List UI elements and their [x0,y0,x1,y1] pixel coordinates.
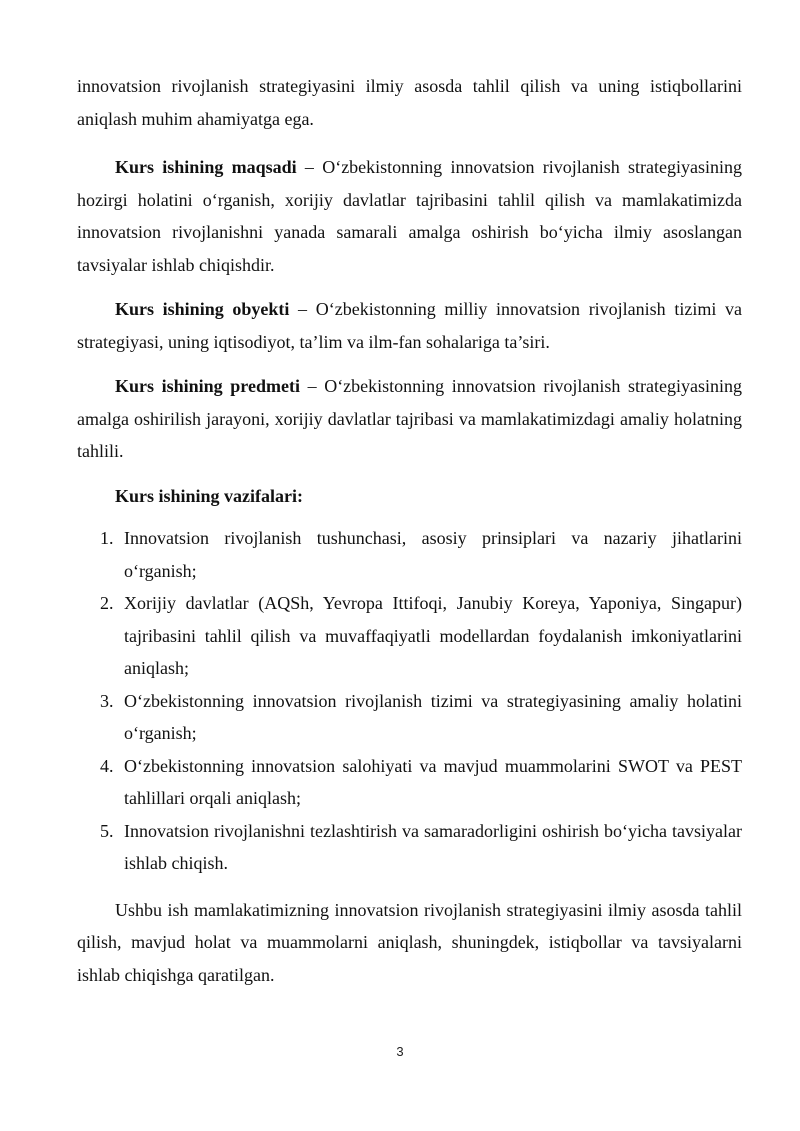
list-item-text: Xorijiy davlatlar (AQSh, Yevropa Ittifoqi, Janubiy Koreya, Yaponiya, Singapur) tajribasini tahlil qilish va muvaffaqiyatli modellardan foydalanish imkoniyatlarini aniqlash; [124,593,742,678]
page-number: 3 [396,1044,404,1059]
subject-text: – O‘zbekistonning innovatsion rivojlanish strategiyasining amalga oshirilish jarayoni, xorijiy davlatlar tajribasi va mamlakatimizdagi amaliy holatning tahlili. [77,376,743,461]
goal-text: – O‘zbekistonning innovatsion rivojlanish strategiyasining hozirgi holatini o‘rganish, xorijiy davlatlar tajribasini tahlil qilish va mamlakatimizda innovatsion rivojlanishni yanada samarali amalga oshirish bo‘yicha ilmiy asoslangan tavsiyalar ishlab chiqishdir. [77,157,742,275]
list-item-text: O‘zbekistonning innovatsion rivojlanish tizimi va strategiyasining amaliy holatini o‘rganish; [124,690,742,743]
page-content [77,70,742,1003]
list-item [77,587,742,685]
object-text: – O‘zbekistonning milliy innovatsion rivojlanish tizimi va strategiyasi, uning iqtisodiyot, ta’lim va ilm-fan sohalariga ta’siri. [77,299,742,352]
subject-paragraph [77,370,742,468]
list-item [77,750,742,815]
list-item-number: 1. [100,528,114,548]
intro-paragraph: innovatsion rivojlanish strategiyasini ilmiy asosda tahlil qilish va uning istiqbollarini aniqlash muhim ahamiyatga ega. [77,76,742,129]
list-item-text: Innovatsion rivojlanish tushunchasi, asosiy prinsiplari va nazariy jihatlarini o‘rganish; [124,528,742,581]
list-item [77,815,742,880]
list-item [77,685,742,750]
object-paragraph [77,293,742,358]
tasks-list [77,522,742,880]
subject-label: Kurs ishining predmeti [115,376,300,396]
list-item-number: 4. [100,755,114,776]
tasks-heading-label: Kurs ishining vazifalari: [115,485,304,506]
conclusion-paragraph: Ushbu ish mamlakatimizning innovatsion rivojlanish strategiyasini ilmiy asosda tahlil qilish, mavjud holat va muammolarni aniqlash, shuningdek, istiqbollar va tavsiyalarni ishlab chiqishga qaratilgan. [77,899,742,985]
object-label: Kurs ishining obyekti [115,299,290,319]
goal-label: Kurs ishining maqsadi [115,157,297,177]
goal-paragraph [77,151,742,281]
list-item [77,522,742,587]
list-item-number: 5. [100,820,114,841]
list-item-text: O‘zbekistonning innovatsion salohiyati va mavjud muammolarini SWOT va PEST tahlillari orqali aniqlash; [124,755,742,808]
list-item-text: Innovatsion rivojlanishni tezlashtirish va samaradorligini oshirish bo‘yicha tavsiyalar ishlab chiqish. [124,820,742,873]
tasks-heading [77,480,742,513]
list-item-number: 3. [100,690,114,711]
list-item-number: 2. [100,593,114,613]
